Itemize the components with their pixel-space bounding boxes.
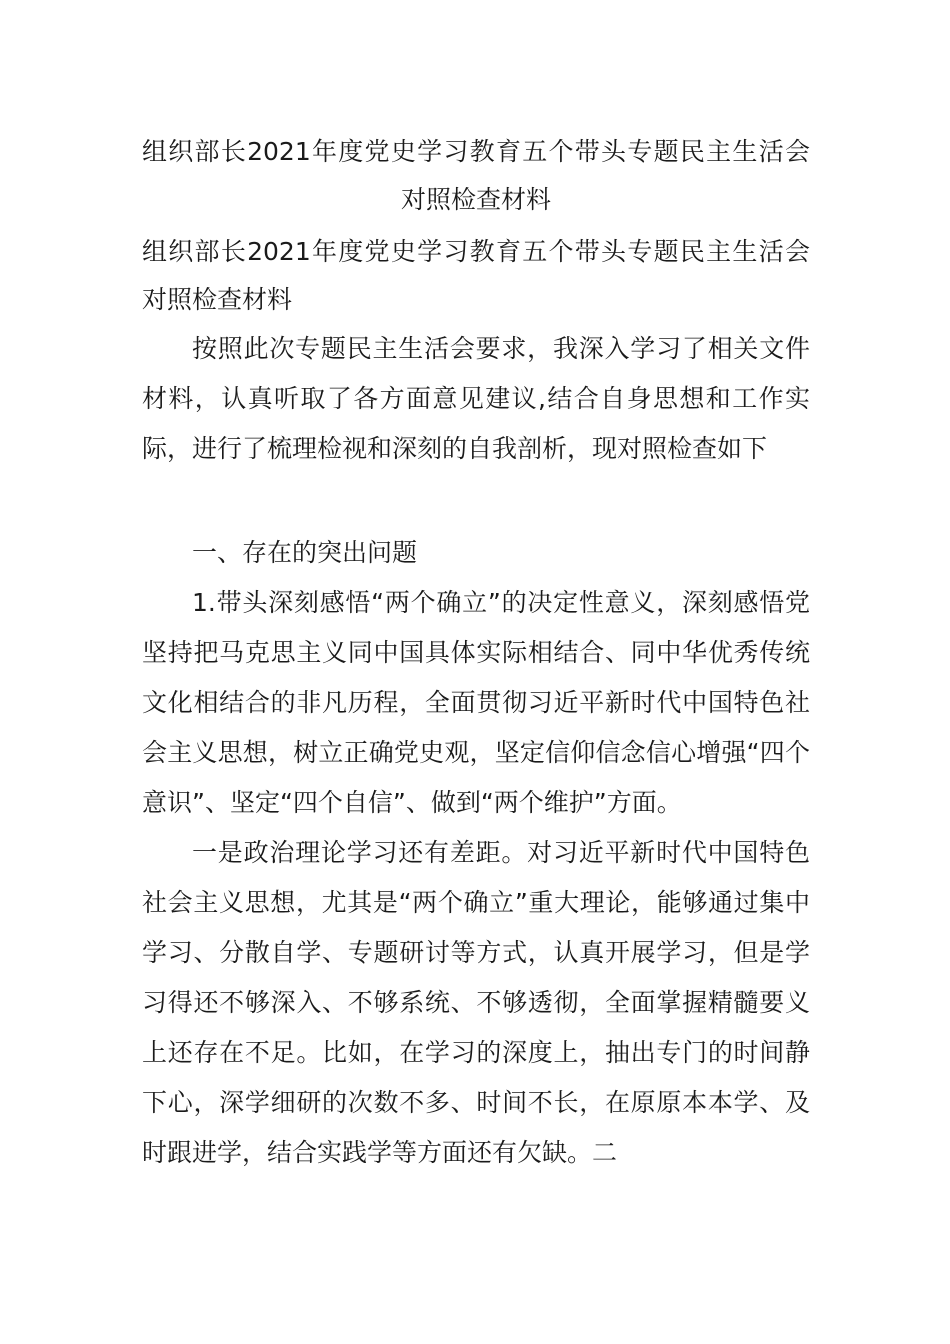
item-1-detail-paragraph: 一是政治理论学习还有差距。对习近平新时代中国特色社会主义思想，尤其是“两个确立”重大理论，能够通过集中学习、分散自学、专题研讨等方式，认真开展学习，但是学习得还不够深入、不够系统、不够透彻，全面掌握精髓要义上还存在不足。比如，在学习的深度上，抽出专门的时间静下心，深学细研的次数不多、时间不长，在原原本本学、及时跟进学，结合实践学等方面还有欠缺。二 — [142, 838, 810, 1167]
document-subtitle-line2: 对照检查材料 — [142, 285, 293, 314]
item-1-paragraph: 1.带头深刻感悟“两个确立”的决定性意义，深刻感悟党坚持把马克思主义同中国具体实际相结合、同中华优秀传统文化相结合的非凡历程，全面贯彻习近平新时代中国特色社会主义思想，树立正确党史观，坚定信仰信念信心增强“四个意识”、坚定“四个自信”、做到“两个维护”方面。 — [142, 588, 810, 817]
document-title-line1: 组织部长2021年度党史学习教育五个带头专题民主生活会 — [142, 137, 810, 166]
document-subtitle-line1: 组织部长2021年度党史学习教育五个带头专题民主生活会 — [142, 237, 810, 266]
intro-paragraph: 按照此次专题民主生活会要求，我深入学习了相关文件材料，认真听取了各方面意见建议,结合自身思想和工作实际，进行了梳理检视和深刻的自我剖析，现对照检查如下 — [142, 334, 810, 463]
document-page — [142, 128, 810, 1178]
section-heading: 一、存在的突出问题 — [192, 538, 418, 567]
paragraph-spacer — [142, 474, 810, 528]
document-title-line2: 对照检查材料 — [400, 185, 551, 214]
